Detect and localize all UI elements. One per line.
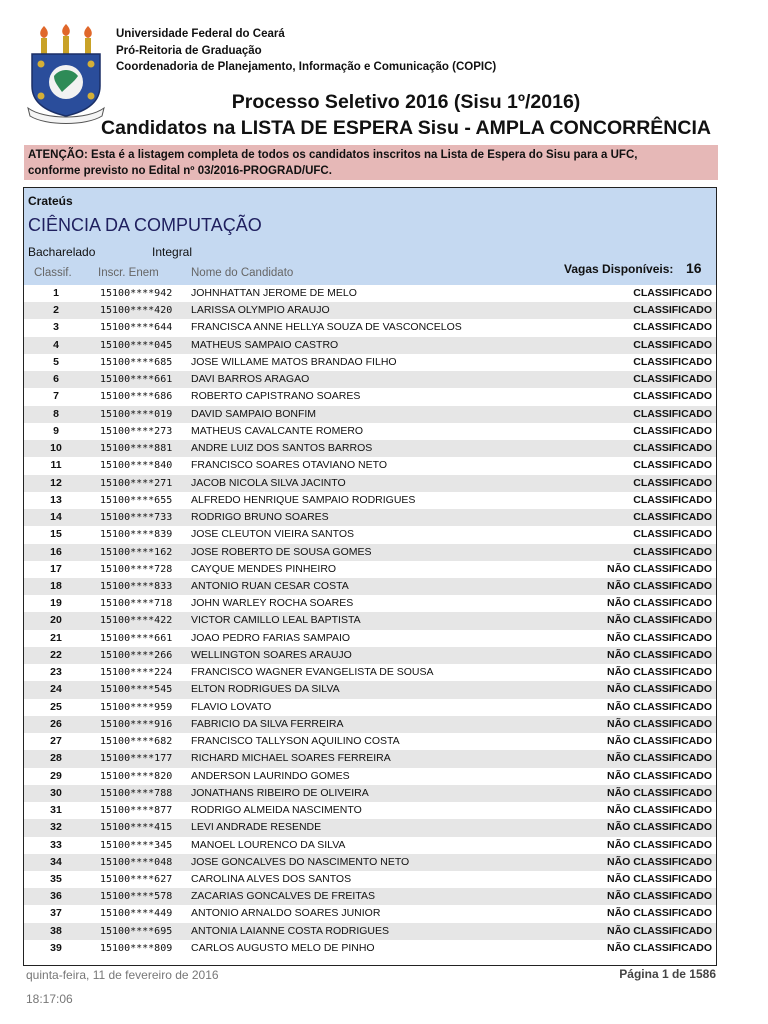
name-cell: ANDERSON LAURINDO GOMES — [191, 769, 350, 782]
status-cell: NÃO CLASSIFICADO — [607, 597, 712, 610]
status-cell: CLASSIFICADO — [633, 424, 712, 437]
table-row — [24, 768, 716, 785]
status-cell: NÃO CLASSIFICADO — [607, 872, 712, 885]
rank-cell: 11 — [50, 459, 62, 472]
rank-cell: 4 — [53, 338, 59, 351]
rank-cell: 37 — [50, 907, 62, 920]
status-cell: NÃO CLASSIFICADO — [607, 700, 712, 713]
course-name: CIÊNCIA DA COMPUTAÇÃO — [28, 215, 262, 235]
name-cell: CAROLINA ALVES DOS SANTOS — [191, 872, 352, 885]
enem-cell: 15100****682 — [100, 736, 173, 748]
enem-cell: 15100****916 — [100, 718, 173, 730]
table-row — [24, 837, 716, 854]
rank-cell: 17 — [50, 562, 62, 575]
table-row — [24, 647, 716, 664]
name-cell: LEVI ANDRADE RESENDE — [191, 821, 322, 834]
status-cell: NÃO CLASSIFICADO — [607, 631, 712, 644]
name-cell: CARLOS AUGUSTO MELO DE PINHO — [191, 941, 375, 954]
course-degree: Bacharelado — [28, 245, 96, 259]
rank-cell: 23 — [50, 666, 62, 679]
table-row — [24, 819, 716, 836]
table-row — [24, 871, 716, 888]
name-cell: JOSE CLEUTON VIEIRA SANTOS — [191, 528, 354, 541]
enem-cell: 15100****578 — [100, 891, 173, 903]
name-cell: ELTON RODRIGUES DA SILVA — [191, 683, 340, 696]
column-header-name: Nome do Candidato — [191, 267, 294, 279]
name-cell: JACOB NICOLA SILVA JACINTO — [191, 476, 346, 489]
rank-cell: 27 — [50, 735, 62, 748]
notice-line-1: ATENÇÃO: Esta é a listagem completa de todos os candidatos inscritos na Lista de Espera do Sisu para a UFC, — [28, 149, 638, 161]
status-cell: NÃO CLASSIFICADO — [607, 614, 712, 627]
table-row — [24, 905, 716, 922]
rank-cell: 18 — [50, 579, 62, 592]
rank-cell: 38 — [50, 924, 62, 937]
name-cell: MATHEUS SAMPAIO CASTRO — [191, 338, 339, 351]
status-cell: CLASSIFICADO — [633, 321, 712, 334]
table-row — [24, 285, 716, 302]
enem-cell: 15100****685 — [100, 356, 173, 368]
enem-cell: 15100****820 — [100, 770, 173, 782]
notice-banner — [24, 145, 718, 180]
table-row — [24, 923, 716, 940]
rank-cell: 34 — [50, 855, 62, 868]
rank-cell: 20 — [50, 614, 62, 627]
rank-cell: 28 — [50, 752, 62, 765]
enem-cell: 15100****718 — [100, 598, 173, 610]
enem-cell: 15100****415 — [100, 822, 173, 834]
name-cell: ANTONIO RUAN CESAR COSTA — [191, 579, 349, 592]
rank-cell: 8 — [53, 407, 59, 420]
name-cell: FRANCISCO WAGNER EVANGELISTA DE SOUSA — [191, 666, 434, 679]
rank-cell: 31 — [50, 804, 62, 817]
enem-cell: 15100****644 — [100, 322, 173, 334]
status-cell: CLASSIFICADO — [633, 476, 712, 489]
enem-cell: 15100****266 — [100, 649, 173, 661]
enem-cell: 15100****627 — [100, 873, 173, 885]
status-cell: CLASSIFICADO — [633, 304, 712, 317]
status-cell: NÃO CLASSIFICADO — [607, 821, 712, 834]
name-cell: RICHARD MICHAEL SOARES FERREIRA — [191, 752, 391, 765]
name-cell: ROBERTO CAPISTRANO SOARES — [191, 390, 361, 403]
status-cell: NÃO CLASSIFICADO — [607, 941, 712, 954]
rank-cell: 26 — [50, 717, 62, 730]
status-cell: NÃO CLASSIFICADO — [607, 804, 712, 817]
rank-cell: 21 — [50, 631, 62, 644]
status-cell: NÃO CLASSIFICADO — [607, 924, 712, 937]
footer-time: 18:17:06 — [26, 992, 73, 1006]
rank-cell: 7 — [53, 390, 59, 403]
name-cell: ZACARIAS GONCALVES DE FREITAS — [191, 890, 375, 903]
status-cell: CLASSIFICADO — [633, 390, 712, 403]
table-row — [24, 526, 716, 543]
column-header-rank: Classif. — [34, 267, 72, 279]
name-cell: JOSE WILLAME MATOS BRANDAO FILHO — [191, 355, 397, 368]
name-cell: WELLINGTON SOARES ARAUJO — [191, 648, 352, 661]
name-cell: MATHEUS CAVALCANTE ROMERO — [191, 424, 364, 437]
page-indicator: Página 1 de 1586 — [619, 967, 716, 981]
status-cell: NÃO CLASSIFICADO — [607, 907, 712, 920]
rank-cell: 9 — [53, 424, 59, 437]
enem-cell: 15100****271 — [100, 477, 173, 489]
table-row — [24, 681, 716, 698]
enem-cell: 15100****788 — [100, 787, 173, 799]
institution-block — [116, 26, 496, 76]
name-cell: DAVI BARROS ARAGAO — [191, 373, 310, 386]
status-cell: CLASSIFICADO — [633, 459, 712, 472]
status-cell: NÃO CLASSIFICADO — [607, 579, 712, 592]
enem-cell: 15100****661 — [100, 374, 173, 386]
name-cell: JOAO PEDRO FARIAS SAMPAIO — [191, 631, 351, 644]
status-cell: NÃO CLASSIFICADO — [607, 890, 712, 903]
table-row — [24, 802, 716, 819]
status-cell: CLASSIFICADO — [633, 407, 712, 420]
name-cell: ANTONIA LAIANNE COSTA RODRIGUES — [191, 924, 389, 937]
status-cell: NÃO CLASSIFICADO — [607, 855, 712, 868]
enem-cell: 15100****048 — [100, 856, 173, 868]
enem-cell: 15100****449 — [100, 908, 173, 920]
table-row — [24, 664, 716, 681]
rank-cell: 35 — [50, 872, 62, 885]
table-row — [24, 888, 716, 905]
enem-cell: 15100****224 — [100, 667, 173, 679]
table-row — [24, 319, 716, 336]
enem-cell: 15100****840 — [100, 460, 173, 472]
rank-cell: 33 — [50, 838, 62, 851]
status-cell: CLASSIFICADO — [633, 442, 712, 455]
rank-cell: 14 — [50, 511, 62, 524]
enem-cell: 15100****655 — [100, 494, 173, 506]
table-row — [24, 371, 716, 388]
name-cell: FABRICIO DA SILVA FERREIRA — [191, 717, 344, 730]
status-cell: CLASSIFICADO — [633, 528, 712, 541]
enem-cell: 15100****019 — [100, 408, 173, 420]
enem-cell: 15100****545 — [100, 684, 173, 696]
notice-line-2: conforme previsto no Edital nº 03/2016-PROGRAD/UFC. — [28, 165, 332, 177]
status-cell: NÃO CLASSIFICADO — [607, 683, 712, 696]
coordenadoria: Coordenadoria de Planejamento, Informação e Comunicação (COPIC) — [116, 61, 497, 73]
rank-cell: 12 — [50, 476, 62, 489]
table-row — [24, 509, 716, 526]
rank-cell: 22 — [50, 648, 62, 661]
rank-cell: 19 — [50, 597, 62, 610]
name-cell: FRANCISCO TALLYSON AQUILINO COSTA — [191, 735, 400, 748]
table-row — [24, 440, 716, 457]
table-row — [24, 406, 716, 423]
rank-cell: 32 — [50, 821, 62, 834]
status-cell: NÃO CLASSIFICADO — [607, 769, 712, 782]
course-header — [24, 188, 716, 285]
table-row — [24, 475, 716, 492]
name-cell: RODRIGO BRUNO SOARES — [191, 511, 329, 524]
status-cell: CLASSIFICADO — [633, 355, 712, 368]
name-cell: ANDRE LUIZ DOS SANTOS BARROS — [191, 442, 373, 455]
status-cell: NÃO CLASSIFICADO — [607, 562, 712, 575]
status-cell: CLASSIFICADO — [633, 545, 712, 558]
rank-cell: 29 — [50, 769, 62, 782]
vagas-label: Vagas Disponíveis: — [564, 262, 674, 276]
status-cell: NÃO CLASSIFICADO — [607, 735, 712, 748]
table-row — [24, 544, 716, 561]
enem-cell: 15100****162 — [100, 546, 173, 558]
table-row — [24, 302, 716, 319]
campus-name: Crateús — [28, 194, 73, 208]
status-cell: CLASSIFICADO — [633, 493, 712, 506]
enem-cell: 15100****686 — [100, 391, 173, 403]
table-row — [24, 595, 716, 612]
rank-cell: 30 — [50, 786, 62, 799]
enem-cell: 15100****273 — [100, 425, 173, 437]
name-cell: JOHN WARLEY ROCHA SOARES — [191, 597, 354, 610]
status-cell: NÃO CLASSIFICADO — [607, 666, 712, 679]
table-row — [24, 940, 716, 957]
rank-cell: 2 — [53, 304, 59, 317]
table-row — [24, 388, 716, 405]
status-cell: CLASSIFICADO — [633, 373, 712, 386]
name-cell: ANTONIO ARNALDO SOARES JUNIOR — [191, 907, 381, 920]
rank-cell: 39 — [50, 941, 62, 954]
table-row — [24, 733, 716, 750]
table-row — [24, 785, 716, 802]
table-row — [24, 492, 716, 509]
course-shift: Integral — [152, 245, 193, 259]
name-cell: RODRIGO ALMEIDA NASCIMENTO — [191, 804, 362, 817]
name-cell: JOSE GONCALVES DO NASCIMENTO NETO — [191, 855, 410, 868]
table-row — [24, 423, 716, 440]
page-subtitle: Candidatos na LISTA DE ESPERA Sisu - AMPLA CONCORRÊNCIA — [101, 117, 711, 139]
candidate-rows — [24, 285, 716, 957]
enem-cell: 15100****959 — [100, 701, 173, 713]
table-row — [24, 561, 716, 578]
enem-cell: 15100****420 — [100, 305, 173, 317]
table-row — [24, 630, 716, 647]
status-cell: NÃO CLASSIFICADO — [607, 838, 712, 851]
rank-cell: 3 — [53, 321, 59, 334]
status-cell: NÃO CLASSIFICADO — [607, 648, 712, 661]
table-row — [24, 354, 716, 371]
name-cell: ALFREDO HENRIQUE SAMPAIO RODRIGUES — [191, 493, 416, 506]
name-cell: JOHNHATTAN JEROME DE MELO — [191, 287, 357, 299]
enem-cell: 15100****833 — [100, 580, 173, 592]
table-row — [24, 716, 716, 733]
rank-cell: 15 — [50, 528, 62, 541]
name-cell: MANOEL LOURENCO DA SILVA — [191, 838, 346, 851]
name-cell: FLAVIO LOVATO — [191, 700, 272, 713]
rank-cell: 6 — [53, 373, 59, 386]
rank-cell: 10 — [50, 442, 62, 455]
enem-cell: 15100****839 — [100, 529, 173, 541]
enem-cell: 15100****877 — [100, 805, 173, 817]
name-cell: LARISSA OLYMPIO ARAUJO — [191, 304, 330, 317]
vagas-value: 16 — [686, 260, 702, 276]
rank-cell: 1 — [53, 287, 59, 299]
name-cell: CAYQUE MENDES PINHEIRO — [191, 562, 337, 575]
enem-cell: 15100****695 — [100, 925, 173, 937]
footer-date: quinta-feira, 11 de fevereiro de 2016 — [26, 968, 219, 982]
enem-cell: 15100****942 — [100, 288, 173, 299]
name-cell: JOSE ROBERTO DE SOUSA GOMES — [191, 545, 372, 558]
enem-cell: 15100****733 — [100, 512, 173, 524]
rank-cell: 36 — [50, 890, 62, 903]
status-cell: CLASSIFICADO — [633, 338, 712, 351]
enem-cell: 15100****177 — [100, 753, 173, 765]
table-row — [24, 854, 716, 871]
name-cell: DAVID SAMPAIO BONFIM — [191, 407, 317, 420]
enem-cell: 15100****045 — [100, 339, 173, 351]
candidate-table — [23, 187, 717, 966]
rank-cell: 5 — [53, 355, 59, 368]
pro-reitoria: Pró-Reitoria de Graduação — [116, 44, 262, 57]
status-cell: NÃO CLASSIFICADO — [607, 717, 712, 730]
table-row — [24, 457, 716, 474]
enem-cell: 15100****728 — [100, 563, 173, 575]
column-header-enem: Inscr. Enem — [98, 267, 159, 279]
name-cell: VICTOR CAMILLO LEAL BAPTISTA — [191, 614, 361, 627]
enem-cell: 15100****345 — [100, 839, 173, 851]
enem-cell: 15100****881 — [100, 443, 173, 455]
rank-cell: 16 — [50, 545, 62, 558]
rank-cell: 25 — [50, 700, 62, 713]
enem-cell: 15100****661 — [100, 632, 173, 644]
status-cell: CLASSIFICADO — [633, 511, 712, 524]
name-cell: FRANCISCA ANNE HELLYA SOUZA DE VASCONCELOS — [191, 321, 462, 334]
enem-cell: 15100****422 — [100, 615, 173, 627]
status-cell: CLASSIFICADO — [633, 287, 712, 299]
status-cell: NÃO CLASSIFICADO — [607, 752, 712, 765]
rank-cell: 24 — [50, 683, 62, 696]
enem-cell: 15100****809 — [100, 942, 173, 954]
status-cell: NÃO CLASSIFICADO — [607, 786, 712, 799]
table-row — [24, 337, 716, 354]
name-cell: FRANCISCO SOARES OTAVIANO NETO — [191, 459, 388, 472]
page-title: Processo Seletivo 2016 (Sisu 1º/2016) — [231, 91, 581, 113]
table-row — [24, 578, 716, 595]
institution-name: Universidade Federal do Ceará — [116, 28, 285, 40]
table-row — [24, 750, 716, 767]
name-cell: JONATHANS RIBEIRO DE OLIVEIRA — [191, 786, 369, 799]
table-row — [24, 612, 716, 629]
table-row — [24, 699, 716, 716]
rank-cell: 13 — [50, 493, 62, 506]
